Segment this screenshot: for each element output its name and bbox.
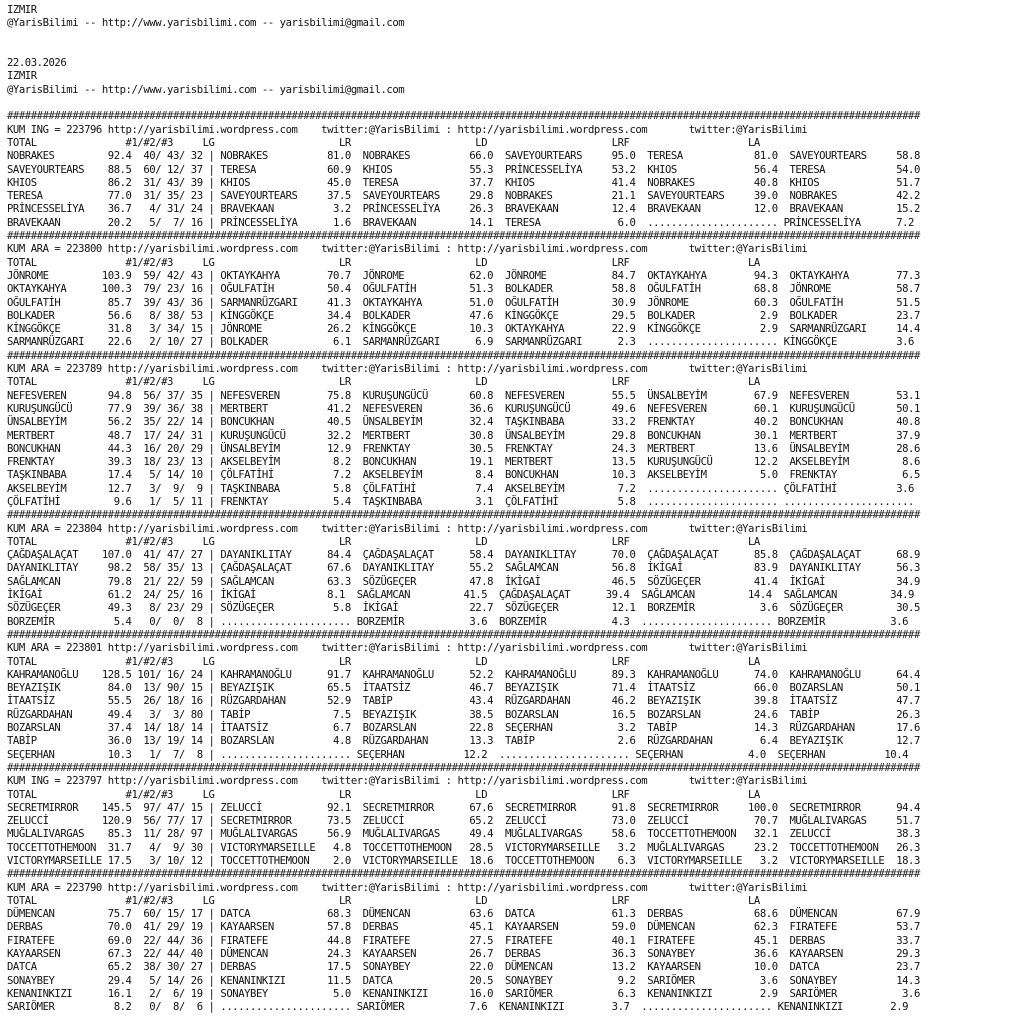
race-row: SEÇERHAN 10.3 1/ 7/ 8 | ...................... SEÇERHAN 12.2 ...................... SEÇERHAN 4.0 SEÇERHAN 10.4 bbox=[7, 748, 909, 761]
race-header-line: KUM ARA = 223801 http://yarisbilimi.wordpress.com twitter:@YarisBilimi : http://yarisbilimi.wordpress.com twitter:@YarisBilimi bbox=[7, 642, 808, 655]
race-header-line: KUM ARA = 223800 http://yarisbilimi.wordpress.com twitter:@YarisBilimi : http://yarisbilimi.wordpress.com twitter:@YarisBilimi bbox=[7, 243, 808, 256]
header-line bbox=[7, 44, 1022, 57]
separator-line: ########################################################################################################################################################## bbox=[7, 349, 920, 362]
race-row: SARIÖMER 8.2 0/ 8/ 6 | ...................... SARIÖMER 7.6 KENANINKIZI 3.7 ...................... KENANINKIZI 2.9 bbox=[7, 1001, 909, 1014]
race-row: TABİP 36.0 13/ 19/ 14 | BOZARSLAN 4.8 RÜZGARDAHAN 13.3 TABİP 2.6 RÜZGARDAHAN 6.4 BEYAZIŞIK 12.7 bbox=[7, 735, 920, 748]
header-line bbox=[7, 97, 1022, 110]
separator-line: ########################################################################################################################################################## bbox=[7, 230, 920, 243]
race-row: BOZARSLAN 37.4 14/ 18/ 14 | İTAATSİZ 6.7 BOZARSLAN 22.8 SEÇERHAN 3.2 TABİP 14.3 RÜZGARDAHAN 17.6 bbox=[7, 722, 920, 735]
race-row: İKİGAİ 61.2 24/ 25/ 16 | İKİGAİ 8.1 SAĞLAMCAN 41.5 ÇAĞDAŞALAÇAT 39.4 SAĞLAMCAN 14.4 SAĞLAMCAN 34.9 bbox=[7, 589, 914, 602]
header-block bbox=[7, 4, 1022, 110]
race-block bbox=[7, 350, 1022, 510]
race-row: KHIOS 86.2 31/ 43/ 39 | KHIOS 45.0 TERESA 37.7 KHIOS 41.4 NOBRAKES 40.8 KHIOS 51.7 bbox=[7, 176, 920, 189]
race-row: JÖNROME 103.9 59/ 42/ 43 | OKTAYKAHYA 70.7 JÖNROME 62.0 JÖNROME 84.7 OKTAYKAHYA 94.3 OKTAYKAHYA 77.3 bbox=[7, 269, 920, 282]
separator-line: ########################################################################################################################################################## bbox=[7, 628, 920, 641]
race-block bbox=[7, 110, 1022, 230]
race-row: KENANINKIZI 16.1 2/ 6/ 19 | SONAYBEY 5.0 KENANINKIZI 16.0 SARIÖMER 6.3 KENANINKIZI 2.9 SARIÖMER 3.6 bbox=[7, 987, 920, 1000]
race-row: SARMANRÜZGARI 22.6 2/ 10/ 27 | BOLKADER 6.1 SARMANRÜZGARI 6.9 SARMANRÜZGARI 2.3 ...................... KİNGGÖKÇE 3.6 bbox=[7, 336, 914, 349]
race-row: DERBAS 70.0 41/ 29/ 19 | KAYAARSEN 57.8 DERBAS 45.1 KAYAARSEN 59.0 DÜMENCAN 62.3 FIRATEFE 53.7 bbox=[7, 921, 920, 934]
race-row: ÜNSALBEYİM 56.2 35/ 22/ 14 | BONCUKHAN 40.5 ÜNSALBEYİM 32.4 TAŞKINBABA 33.2 FRENKTAY 40.2 BONCUKHAN 40.8 bbox=[7, 416, 920, 429]
header-line: IZMIR bbox=[7, 4, 37, 16]
race-row: SÖZÜGEÇER 49.3 8/ 23/ 29 | SÖZÜGEÇER 5.8 İKİGAİ 22.7 SÖZÜGEÇER 12.1 BORZEMİR 3.6 SÖZÜGEÇER 30.5 bbox=[7, 602, 920, 615]
race-row: SECRETMIRROR 145.5 97/ 47/ 15 | ZELUCCİ 92.1 SECRETMIRROR 67.6 SECRETMIRROR 91.8 SECRETMIRROR 100.0 SECRETMIRROR 94.4 bbox=[7, 801, 920, 814]
race-row: BONCUKHAN 44.3 16/ 20/ 29 | ÜNSALBEYİM 12.9 FRENKTAY 30.5 FRENKTAY 24.3 MERTBERT 13.6 ÜNSALBEYİM 28.6 bbox=[7, 442, 920, 455]
header-line: @YarisBilimi -- http://www.yarisbilimi.com -- yarisbilimi@gmail.com bbox=[7, 83, 405, 96]
race-row: ÇAĞDAŞALAÇAT 107.0 41/ 47/ 27 | DAYANIKLITAY 84.4 ÇAĞDAŞALAÇAT 58.4 DAYANIKLITAY 70.0 ÇAĞDAŞALAÇAT 85.8 ÇAĞDAŞALAÇAT 68.9 bbox=[7, 549, 920, 562]
race-row: OĞULFATİH 85.7 39/ 43/ 36 | SARMANRÜZGARI 41.3 OKTAYKAHYA 51.0 OĞULFATİH 30.9 JÖNROME 60.3 OĞULFATİH 51.5 bbox=[7, 296, 920, 309]
race-row: NEFESVEREN 94.8 56/ 37/ 35 | NEFESVEREN 75.8 KURUŞUNGÜCÜ 60.8 NEFESVEREN 55.5 ÜNSALBEYİM 67.9 NEFESVEREN 53.1 bbox=[7, 389, 920, 402]
race-row: TAŞKINBABA 17.4 5/ 14/ 10 | ÇÖLFATİHİ 7.2 AKSELBEYİM 8.4 BONCUKHAN 10.3 AKSELBEYİM 5.0 FRENKTAY 6.5 bbox=[7, 469, 920, 482]
race-row: FIRATEFE 69.0 22/ 44/ 36 | FIRATEFE 44.8 FIRATEFE 27.5 FIRATEFE 40.1 FIRATEFE 45.1 DERBAS 33.7 bbox=[7, 934, 920, 947]
header-line: IZMIR bbox=[7, 70, 37, 83]
race-block bbox=[7, 509, 1022, 629]
race-row: DAYANIKLITAY 98.2 58/ 35/ 13 | ÇAĞDAŞALAÇAT 67.6 DAYANIKLITAY 55.2 SAĞLAMCAN 56.8 İKİGAİ 83.9 DAYANIKLITAY 56.3 bbox=[7, 562, 920, 575]
separator-line: ########################################################################################################################################################## bbox=[7, 110, 920, 123]
race-row: KİNGGÖKÇE 31.8 3/ 34/ 15 | JÖNROME 26.2 KİNGGÖKÇE 10.3 OKTAYKAHYA 22.9 KİNGGÖKÇE 2.9 SARMANRÜZGARI 14.4 bbox=[7, 323, 920, 336]
race-row: OKTAYKAHYA 100.3 79/ 23/ 16 | OĞULFATİH 50.4 OĞULFATİH 51.3 BOLKADER 58.8 OĞULFATİH 68.8 JÖNROME 58.7 bbox=[7, 283, 920, 296]
race-row: TERESA 77.0 31/ 35/ 23 | SAVEYOURTEARS 37.5 SAVEYOURTEARS 29.8 NOBRAKES 21.1 SAVEYOURTEARS 39.0 NOBRAKES 42.2 bbox=[7, 190, 920, 203]
race-row: İTAATSİZ 55.5 26/ 18/ 16 | RÜZGARDAHAN 52.9 TABİP 43.4 RÜZGARDAHAN 46.2 BEYAZIŞIK 39.8 İTAATSİZ 47.7 bbox=[7, 695, 920, 708]
race-header-line: KUM ING = 223796 http://yarisbilimi.wordpress.com twitter:@YarisBilimi : http://yarisbilimi.wordpress.com twitter:@YarisBilimi bbox=[7, 123, 808, 136]
race-row: KAYAARSEN 67.3 22/ 44/ 40 | DÜMENCAN 24.3 KAYAARSEN 26.7 DERBAS 36.3 SONAYBEY 36.6 KAYAARSEN 29.3 bbox=[7, 948, 920, 961]
race-row: RÜZGARDAHAN 49.4 3/ 3/ 80 | TABİP 7.5 BEYAZIŞIK 38.5 BOZARSLAN 16.5 BOZARSLAN 24.6 TABİP 26.3 bbox=[7, 708, 920, 721]
race-row: ÇÖLFATİHİ 9.6 1/ 5/ 11 | FRENKTAY 5.4 TAŞKINBABA 3.1 ÇÖLFATİHİ 5.8 ...................... ...................... bbox=[7, 495, 914, 508]
race-row: SAĞLAMCAN 79.8 21/ 22/ 59 | SAĞLAMCAN 63.3 SÖZÜGEÇER 47.8 İKİGAİ 46.5 SÖZÜGEÇER 41.4 İKİGAİ 34.9 bbox=[7, 575, 920, 588]
separator-line: ########################################################################################################################################################## bbox=[7, 761, 920, 774]
header-line: 22.03.2026 bbox=[7, 57, 67, 70]
race-row: FRENKTAY 39.3 18/ 23/ 13 | AKSELBEYİM 8.2 BONCUKHAN 19.1 MERTBERT 13.5 KURUŞUNGÜCÜ 12.2 AKSELBEYİM 8.6 bbox=[7, 456, 920, 469]
header-line: @YarisBilimi -- http://www.yarisbilimi.com -- yarisbilimi@gmail.com bbox=[7, 17, 405, 30]
race-row: TOCCETTOTHEMOON 31.7 4/ 9/ 30 | VICTORYMARSEILLE 4.8 TOCCETTOTHEMOON 28.5 VICTORYMARSEILLE 3.2 MUĞLALIVARGAS 23.2 TOCCETTOTHEMOON 26.3 bbox=[7, 841, 920, 854]
race-row: VICTORYMARSEILLE 17.5 3/ 10/ 12 | TOCCETTOTHEMOON 2.0 VICTORYMARSEILLE 18.6 TOCCETTOTHEMOON 6.3 VICTORYMARSEILLE 3.2 VICTORYMARSEILLE 18.3 bbox=[7, 855, 920, 867]
column-header-line: TOTAL #1/#2/#3 LG LR LD LRF LA bbox=[7, 655, 760, 668]
race-row: ZELUCCİ 120.9 56/ 77/ 17 | SECRETMIRROR 73.5 ZELUCCİ 65.2 ZELUCCİ 73.0 ZELUCCİ 70.7 MUĞLALIVARGAS 51.7 bbox=[7, 815, 920, 828]
race-row: MERTBERT 48.7 17/ 24/ 31 | KURUŞUNGÜCÜ 32.2 MERTBERT 30.8 ÜNSALBEYİM 29.8 BONCUKHAN 30.1 MERTBERT 37.9 bbox=[7, 429, 920, 442]
separator-line: ########################################################################################################################################################## bbox=[7, 509, 920, 522]
races-container bbox=[7, 110, 1022, 1014]
race-row: BOLKADER 56.6 8/ 38/ 53 | KİNGGÖKÇE 34.4 BOLKADER 47.6 KİNGGÖKÇE 29.5 BOLKADER 2.9 BOLKADER 23.7 bbox=[7, 309, 920, 322]
race-row: BRAVEKAAN 20.2 5/ 7/ 16 | PRİNCESSELİYA 1.6 BRAVEKAAN 14.1 TERESA 6.0 ...................... PRİNCESSELİYA 7.2 bbox=[7, 216, 914, 229]
race-row: SAVEYOURTEARS 88.5 60/ 12/ 37 | TERESA 60.9 KHIOS 55.3 PRİNCESSELİYA 53.2 KHIOS 56.4 TERESA 54.0 bbox=[7, 163, 920, 176]
race-row: NOBRAKES 92.4 40/ 43/ 32 | NOBRAKES 81.0 NOBRAKES 66.0 SAVEYOURTEARS 95.0 TERESA 81.0 SAVEYOURTEARS 58.8 bbox=[7, 150, 920, 163]
race-row: BORZEMİR 5.4 0/ 0/ 8 | ...................... BORZEMİR 3.6 BORZEMİR 4.3 ...................... BORZEMİR 3.6 bbox=[7, 615, 909, 628]
column-header-line: TOTAL #1/#2/#3 LG LR LD LRF LA bbox=[7, 535, 760, 548]
column-header-line: TOTAL #1/#2/#3 LG LR LD LRF LA bbox=[7, 894, 760, 907]
race-row: MUĞLALIVARGAS 85.3 11/ 28/ 97 | MUĞLALIVARGAS 56.9 MUĞLALIVARGAS 49.4 MUĞLALIVARGAS 58.6 TOCCETTOTHEMOON 32.1 ZELUCCİ 38.3 bbox=[7, 828, 920, 841]
race-header-line: KUM ARA = 223790 http://yarisbilimi.wordpress.com twitter:@YarisBilimi : http://yarisbilimi.wordpress.com twitter:@YarisBilimi bbox=[7, 881, 808, 894]
column-header-line: TOTAL #1/#2/#3 LG LR LD LRF LA bbox=[7, 136, 760, 149]
race-block bbox=[7, 230, 1022, 350]
column-header-line: TOTAL #1/#2/#3 LG LR LD LRF LA bbox=[7, 256, 760, 269]
race-row: KAHRAMANOĞLU 128.5 101/ 16/ 24 | KAHRAMANOĞLU 91.7 KAHRAMANOĞLU 52.2 KAHRAMANOĞLU 89.3 KAHRAMANOĞLU 74.0 KAHRAMANOĞLU 64.4 bbox=[7, 668, 920, 681]
race-header-line: KUM ING = 223797 http://yarisbilimi.wordpress.com twitter:@YarisBilimi : http://yarisbilimi.wordpress.com twitter:@YarisBilimi bbox=[7, 775, 808, 788]
separator-line: ########################################################################################################################################################## bbox=[7, 868, 920, 881]
race-row: KURUŞUNGÜCÜ 77.9 39/ 36/ 38 | MERTBERT 41.2 NEFESVEREN 36.6 KURUŞUNGÜCÜ 49.6 NEFESVEREN 60.1 KURUŞUNGÜCÜ 50.1 bbox=[7, 402, 920, 415]
column-header-line: TOTAL #1/#2/#3 LG LR LD LRF LA bbox=[7, 376, 760, 389]
race-block bbox=[7, 762, 1022, 868]
race-row: DÜMENCAN 75.7 60/ 15/ 17 | DATCA 68.3 DÜMENCAN 63.6 DATCA 61.3 DERBAS 68.6 DÜMENCAN 67.9 bbox=[7, 908, 920, 921]
race-row: AKSELBEYİM 12.7 3/ 9/ 9 | TAŞKINBABA 5.8 ÇÖLFATİHİ 7.4 AKSELBEYİM 7.2 ...................... ÇÖLFATİHİ 3.6 bbox=[7, 482, 914, 495]
race-block bbox=[7, 629, 1022, 762]
header-line bbox=[7, 31, 1022, 44]
race-block bbox=[7, 868, 1022, 1014]
column-header-line: TOTAL #1/#2/#3 LG LR LD LRF LA bbox=[7, 788, 760, 801]
race-header-line: KUM ARA = 223789 http://yarisbilimi.wordpress.com twitter:@YarisBilimi : http://yarisbilimi.wordpress.com twitter:@YarisBilimi bbox=[7, 363, 808, 376]
race-header-line: KUM ARA = 223804 http://yarisbilimi.wordpress.com twitter:@YarisBilimi : http://yarisbilimi.wordpress.com twitter:@YarisBilimi bbox=[7, 522, 808, 535]
race-row: BEYAZIŞIK 84.0 13/ 90/ 15 | BEYAZIŞIK 65.5 İTAATSİZ 46.7 BEYAZIŞIK 71.4 İTAATSİZ 66.0 BOZARSLAN 50.1 bbox=[7, 682, 920, 695]
race-row: SONAYBEY 29.4 5/ 14/ 26 | KENANINKIZI 11.5 DATCA 20.5 SONAYBEY 9.2 SARIÖMER 3.6 SONAYBEY 14.3 bbox=[7, 974, 920, 987]
race-row: PRİNCESSELİYA 36.7 4/ 31/ 24 | BRAVEKAAN 3.2 PRİNCESSELİYA 26.3 BRAVEKAAN 12.4 BRAVEKAAN 12.0 BRAVEKAAN 15.2 bbox=[7, 203, 920, 216]
race-row: DATCA 65.2 38/ 30/ 27 | DERBAS 17.5 SONAYBEY 22.0 DÜMENCAN 13.2 KAYAARSEN 10.0 DATCA 23.7 bbox=[7, 961, 920, 974]
